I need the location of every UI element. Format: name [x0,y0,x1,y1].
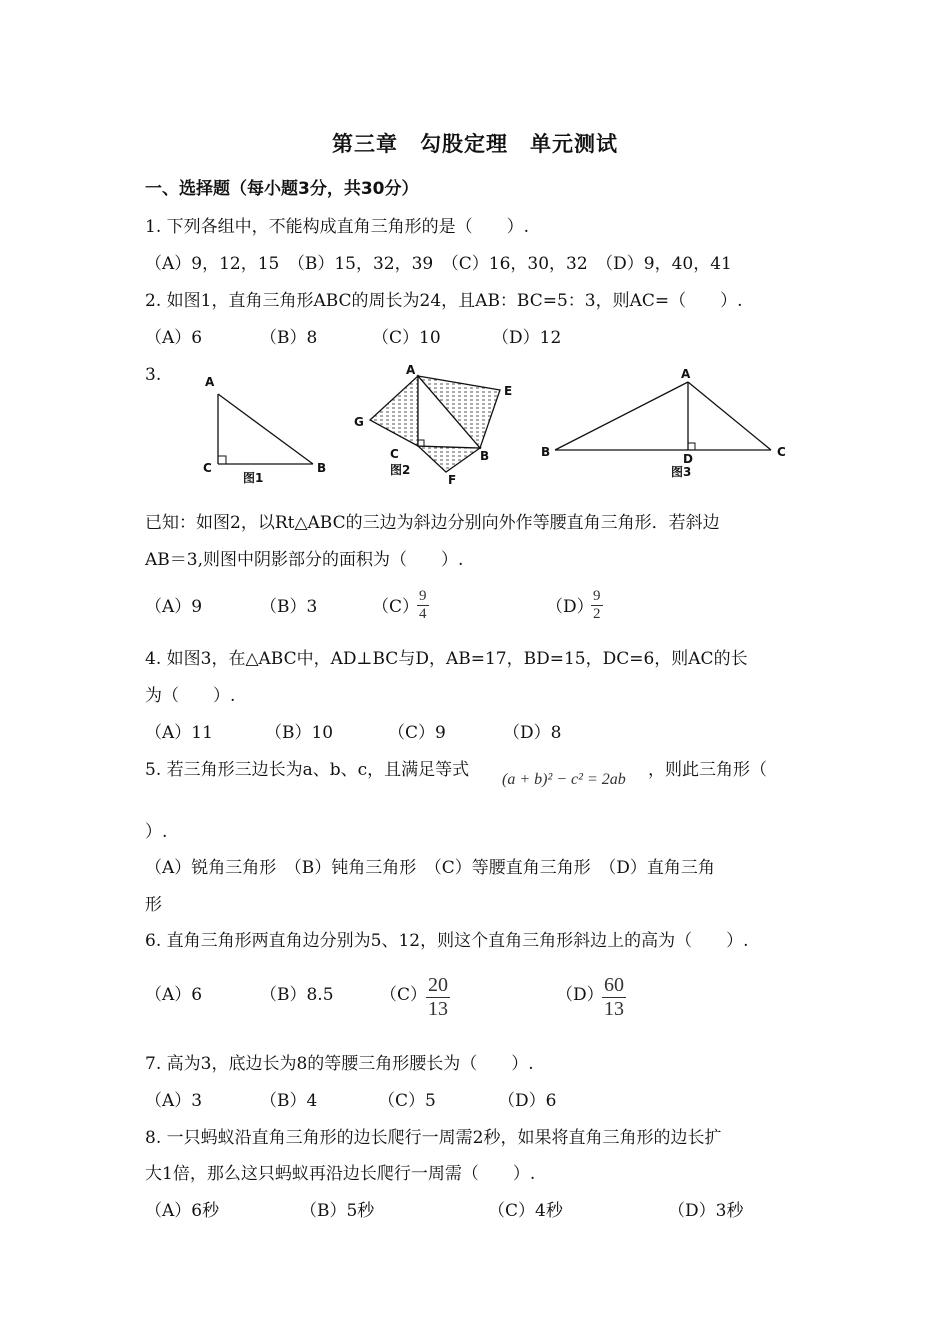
fig3-side-ac [688,382,771,450]
question-7-option-c: （C）5 [378,1091,436,1111]
fig3-side-ab [555,382,688,450]
figure-2 [350,362,520,487]
fig2-label-f: F [448,473,457,487]
fig2-label-e: E [504,384,513,398]
fraction-numerator: 60 [604,974,624,996]
fraction-numerator: 9 [419,588,427,604]
fig2-label-g: G [354,415,364,429]
fig2-label-c: C [390,447,399,461]
fig2-caption: 图2 [390,463,411,477]
figure-3 [535,362,805,487]
question-6-option-c: （C） [380,985,428,1005]
fraction-denominator: 13 [604,998,624,1020]
fig2-triangle-cbf [418,446,480,472]
question-6-option-a: （A）6 [145,985,203,1005]
question-4-option-b: （B）10 [265,723,334,743]
question-6-stem: 6. 直角三角形两直角边分别为5、12，则这个直角三角形斜边上的高为（ ）. [145,931,749,951]
question-5-stem-tail: ，则此三角形（ [648,760,767,780]
question-3-stem-line1: 已知：如图2，以Rt△ABC的三边为斜边分别向外作等腰直角三角形．若斜边 [145,513,720,533]
question-3-stem-line2: AB＝3,则图中阴影部分的面积为（ ）. [145,550,464,570]
fig3-right-angle-mark [688,443,695,450]
question-6-option-d: （D） [556,985,604,1005]
question-1-stem: 1. 下列各组中，不能构成直角三角形的是（ ）. [145,217,530,237]
question-1-options: （A）9，12，15 （B）15，32，39 （C）16，30，32 （D）9，40，41 [145,254,732,274]
question-6-option-c-fraction [426,974,450,1021]
question-4-stem-line1: 4. 如图3，在△ABC中，AD⊥BC与D，AB=17，BD=15，DC=6，则AC的长 [145,649,748,669]
question-5-stem-line2: ）. [145,822,168,842]
question-3-option-c-fraction [417,588,429,623]
question-8-stem-line2: 大1倍，那么这只蚂蚁再沿边长爬行一周需（ ）. [145,1164,536,1184]
fraction-denominator: 2 [593,606,601,622]
question-8-option-d: （D）3秒 [668,1201,744,1221]
question-7-option-d: （D）6 [498,1091,557,1111]
question-7-option-a: （A）3 [145,1091,203,1111]
question-8-option-b: （B）5秒 [300,1201,375,1221]
fig1-caption: 图1 [243,471,264,485]
fig1-right-angle-mark [218,456,226,464]
fig3-label-d: D [683,452,693,466]
question-8-option-a: （A）6秒 [145,1201,220,1221]
fraction-denominator: 4 [419,606,427,622]
question-3-option-b: （B）3 [260,597,318,617]
question-2-option-b: （B）8 [260,328,318,348]
question-5-options-line1: （A）锐角三角形 （B）钝角三角形 （C）等腰直角三角形 （D）直角三角 [145,858,715,878]
question-5-stem: 5. 若三角形三边长为a、b、c，且满足等式 [145,760,470,780]
question-6-option-d-fraction [602,974,626,1021]
page-title: 第三章 勾股定理 单元测试 [332,132,618,156]
fig1-label-a: A [205,375,215,389]
question-3-option-a: （A）9 [145,597,203,617]
question-4-stem-line2: 为（ ）. [145,686,236,706]
fraction-denominator: 13 [428,998,448,1020]
section-heading: 一、选择题（每小题3分，共30分） [145,179,419,199]
question-5-formula: (a + b)² − c² = 2ab [502,771,626,788]
question-3-option-d: （D） [546,597,594,617]
fig1-label-b: B [317,461,327,475]
figure-1 [195,370,345,490]
question-8-stem-line1: 8. 一只蚂蚁沿直角三角形的边长爬行一周需2秒，如果将直角三角形的边长扩 [145,1128,722,1148]
fig3-label-a: A [681,367,691,381]
fig3-label-c: C [777,445,786,459]
question-3-option-c: （C） [372,597,420,617]
question-7-option-b: （B）4 [260,1091,318,1111]
question-3-option-d-fraction [591,588,603,623]
fig1-side-ab [218,394,313,464]
question-3-number: 3. [145,365,162,385]
fig2-label-b: B [480,449,490,463]
question-5-options-line2: 形 [145,895,162,915]
question-6-option-b: （B）8.5 [260,985,334,1005]
question-2-option-d: （D）12 [492,328,562,348]
fig1-label-c: C [203,461,212,475]
question-8-option-c: （C）4秒 [488,1201,563,1221]
question-7-stem: 7. 高为3，底边长为8的等腰三角形腰长为（ ）. [145,1054,534,1074]
fraction-numerator: 9 [593,588,601,604]
fig3-label-b: B [541,445,551,459]
question-2-option-a: （A）6 [145,328,203,348]
question-4-option-c: （C）9 [388,723,446,743]
fraction-numerator: 20 [428,974,448,996]
question-2-stem: 2. 如图1，直角三角形ABC的周长为24，且AB：BC=5：3，则AC=（ ）. [145,291,743,311]
question-4-option-a: （A）11 [145,723,213,743]
fig2-triangle-acg [370,376,418,446]
fig2-label-a: A [406,363,416,377]
question-2-option-c: （C）10 [372,328,441,348]
fig3-caption: 图3 [671,465,692,479]
question-4-option-d: （D）8 [503,723,562,743]
